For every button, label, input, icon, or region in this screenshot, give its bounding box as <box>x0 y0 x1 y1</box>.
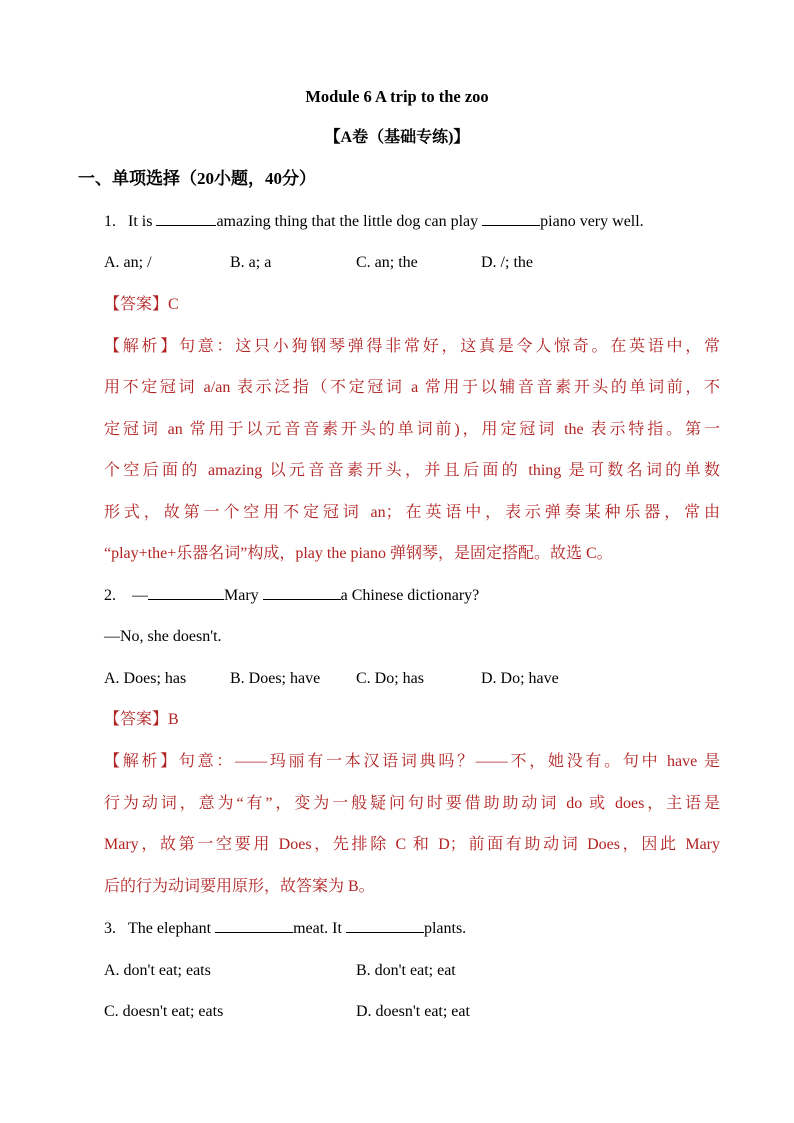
answer-blank <box>156 211 216 226</box>
option-b: B. Does; have <box>230 670 321 687</box>
answer-label: 【答案】 <box>104 711 169 728</box>
analysis-line: 形式，故第一个空用不定冠词 an；在英语中，表示弹奏某种乐器，常由 <box>104 504 720 521</box>
analysis-line: “play+the+乐器名词”构成，play the piano 弹钢琴，是固定搭配。故选 C。 <box>104 545 613 562</box>
question-text: It is <box>128 213 157 230</box>
section-heading: 一、单项选择（20小题，40分） <box>78 169 316 188</box>
answer-blank <box>263 585 341 600</box>
option-a: A. an; / <box>104 254 152 271</box>
answer-blank <box>215 918 293 933</box>
answer-line <box>104 294 179 316</box>
option-c: C. doesn't eat; eats <box>104 1003 224 1020</box>
option-c: C. an; the <box>356 254 418 271</box>
option-d: D. doesn't eat; eat <box>356 1003 470 1020</box>
analysis-line: 后的行为动词要用原形，故答案为 B。 <box>104 878 375 895</box>
document-title: Module 6 A trip to the zoo <box>305 87 489 106</box>
option-a: A. Does; has <box>104 670 187 687</box>
answer-label: 【答案】 <box>104 296 169 313</box>
answer-line <box>104 709 179 731</box>
question-text: a Chinese dictionary? <box>340 587 480 604</box>
question-text: plants. <box>423 920 467 937</box>
option-d: D. /; the <box>481 254 533 271</box>
option-b: B. don't eat; eat <box>356 962 456 979</box>
question-text: Mary <box>224 587 263 604</box>
answer-value: C <box>168 296 179 313</box>
question-text: piano very well. <box>540 213 644 230</box>
question-number: 2. <box>104 587 116 604</box>
analysis-line: Mary，故第一空要用 Does，先排除 C 和 D；前面有助动词 Does，因此 Mary <box>104 836 720 853</box>
question-text: amazing thing that the little dog can play <box>216 213 483 230</box>
analysis-line: 【解析】句意：——玛丽有一本汉语词典吗？——不，她没有。句中 have 是 <box>104 753 720 770</box>
analysis-line: 个空后面的 amazing 以元音音素开头，并且后面的 thing 是可数名词的单数 <box>104 462 720 479</box>
question-text: meat. It <box>293 920 346 937</box>
analysis-line: 行为动词，意为“有”，变为一般疑问句时要借助助动词 do 或 does，主语是 <box>104 795 720 812</box>
option-c: C. Do; has <box>356 670 424 687</box>
question-number: 3. <box>104 920 116 937</box>
analysis-line: 定冠词 an 常用于以元音音素开头的单词前)，用定冠词 the 表示特指。第一 <box>104 421 720 438</box>
question-3 <box>104 918 466 940</box>
question-text: — <box>132 587 148 604</box>
answer-blank <box>346 918 424 933</box>
analysis-line: 用不定冠词 a/an 表示泛指（不定冠词 a 常用于以辅音音素开头的单词前，不 <box>104 379 720 396</box>
option-d: D. Do; have <box>481 670 559 687</box>
analysis-line: 【解析】句意：这只小狗钢琴弹得非常好，这真是令人惊奇。在英语中，常 <box>104 338 720 355</box>
answer-blank <box>148 585 224 600</box>
answer-value: B <box>168 711 179 728</box>
question-text: The elephant <box>128 920 216 937</box>
question-number: 1. <box>104 213 116 230</box>
option-a: A. don't eat; eats <box>104 962 211 979</box>
document-subtitle: 【A卷（基础专练)】 <box>324 129 470 146</box>
option-b: B. a; a <box>230 254 272 271</box>
reply-line: —No, she doesn't. <box>104 628 222 645</box>
answer-blank <box>482 211 540 226</box>
question-2 <box>104 585 479 607</box>
question-1 <box>104 211 644 233</box>
